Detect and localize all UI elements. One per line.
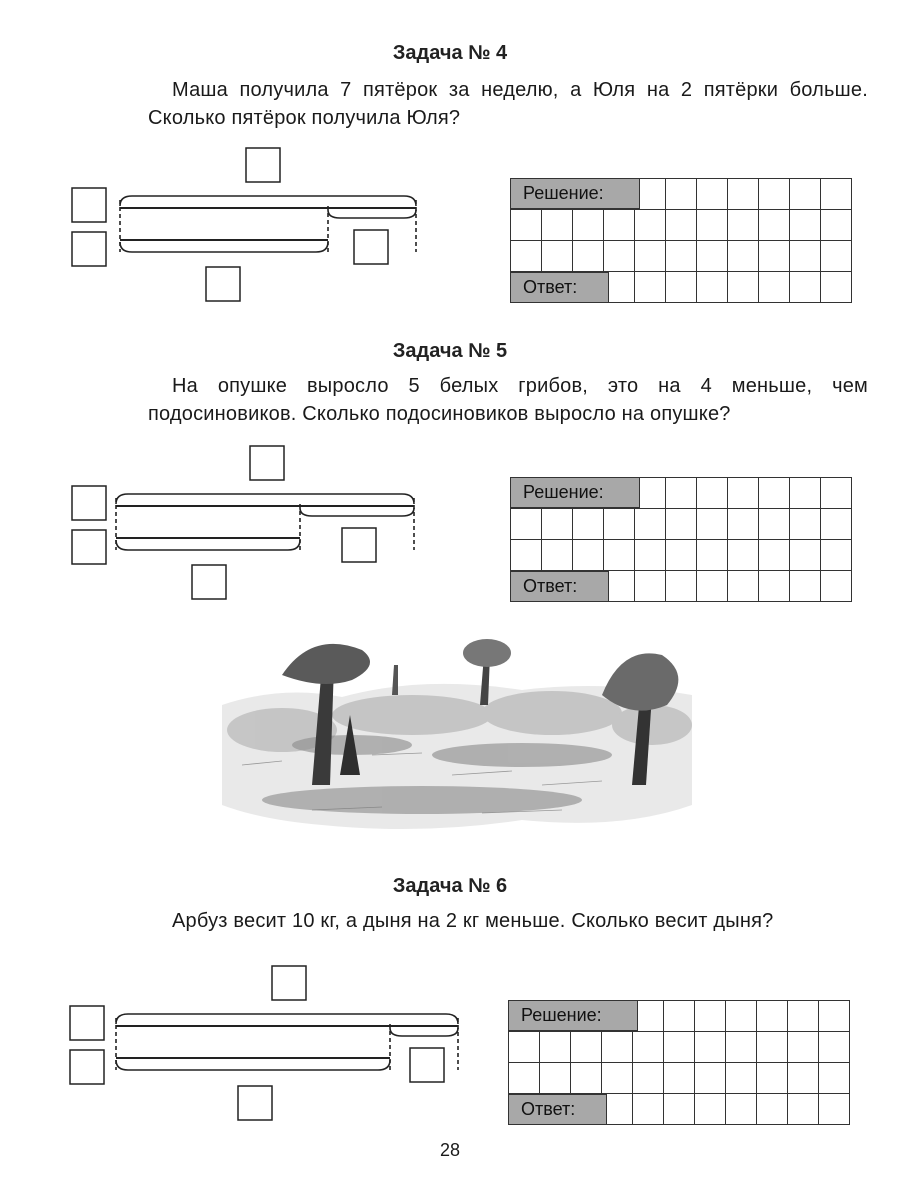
difference-brace xyxy=(328,210,416,218)
task-4-title: Задача № 4 xyxy=(392,42,508,64)
bottom-brace xyxy=(120,242,328,252)
tree-crown xyxy=(602,653,678,710)
task-6-title: Задача № 6 xyxy=(392,875,508,897)
bottom-brace xyxy=(116,1060,390,1070)
answer-box[interactable] xyxy=(342,528,376,562)
task-6-text-content: Арбуз весит 10 кг, а дыня на 2 кг меньше. Сколько весит дыня? xyxy=(172,910,774,932)
answer-box[interactable] xyxy=(72,486,106,520)
difference-brace xyxy=(390,1028,458,1036)
solution-label: Решение: xyxy=(508,1000,638,1031)
tree-trunk xyxy=(392,665,398,695)
answer-box[interactable] xyxy=(72,188,106,222)
answer-box[interactable] xyxy=(206,267,240,301)
top-brace xyxy=(116,494,414,504)
solution-label: Решение: xyxy=(510,477,640,508)
task-5-scheme xyxy=(66,440,446,610)
answer-label: Ответ: xyxy=(510,272,609,303)
task-4-solution-grid xyxy=(510,178,852,303)
forest-illustration xyxy=(222,635,692,835)
top-brace xyxy=(120,196,416,206)
answer-box[interactable] xyxy=(410,1048,444,1082)
answer-box[interactable] xyxy=(70,1050,104,1084)
task-6-text xyxy=(148,907,868,935)
task-6-solution-grid xyxy=(508,1000,850,1125)
task-5-text xyxy=(148,372,868,428)
tree-crown xyxy=(463,639,511,667)
answer-box[interactable] xyxy=(192,565,226,599)
bottom-brace xyxy=(116,540,300,550)
answer-box[interactable] xyxy=(72,232,106,266)
answer-box[interactable] xyxy=(246,148,280,182)
answer-box[interactable] xyxy=(272,966,306,1000)
page-number: 28 xyxy=(439,1140,461,1160)
answer-label: Ответ: xyxy=(508,1094,607,1125)
task-5-text-content: На опушке выросло 5 белых грибов, это на 4 меньше, чем подосиновиков. Сколько подосиновиков выросло на опушке? xyxy=(148,375,868,425)
task-5-solution-grid xyxy=(510,477,852,602)
answer-box[interactable] xyxy=(72,530,106,564)
answer-box[interactable] xyxy=(70,1006,104,1040)
answer-box[interactable] xyxy=(354,230,388,264)
answer-box[interactable] xyxy=(250,446,284,480)
task-4-text-content: Маша получила 7 пятёрок за неделю, а Юля на 2 пятёрки больше. Сколько пятёрок получила Юля? xyxy=(148,79,868,129)
answer-box[interactable] xyxy=(238,1086,272,1120)
task-4-scheme xyxy=(66,140,446,310)
difference-brace xyxy=(300,508,414,516)
task-5-title: Задача № 5 xyxy=(392,340,508,362)
tree-crown xyxy=(282,644,370,684)
top-brace xyxy=(116,1014,458,1024)
solution-label: Решение: xyxy=(510,178,640,209)
answer-label: Ответ: xyxy=(510,571,609,602)
task-4-text xyxy=(148,76,868,132)
task-6-scheme xyxy=(64,962,484,1132)
